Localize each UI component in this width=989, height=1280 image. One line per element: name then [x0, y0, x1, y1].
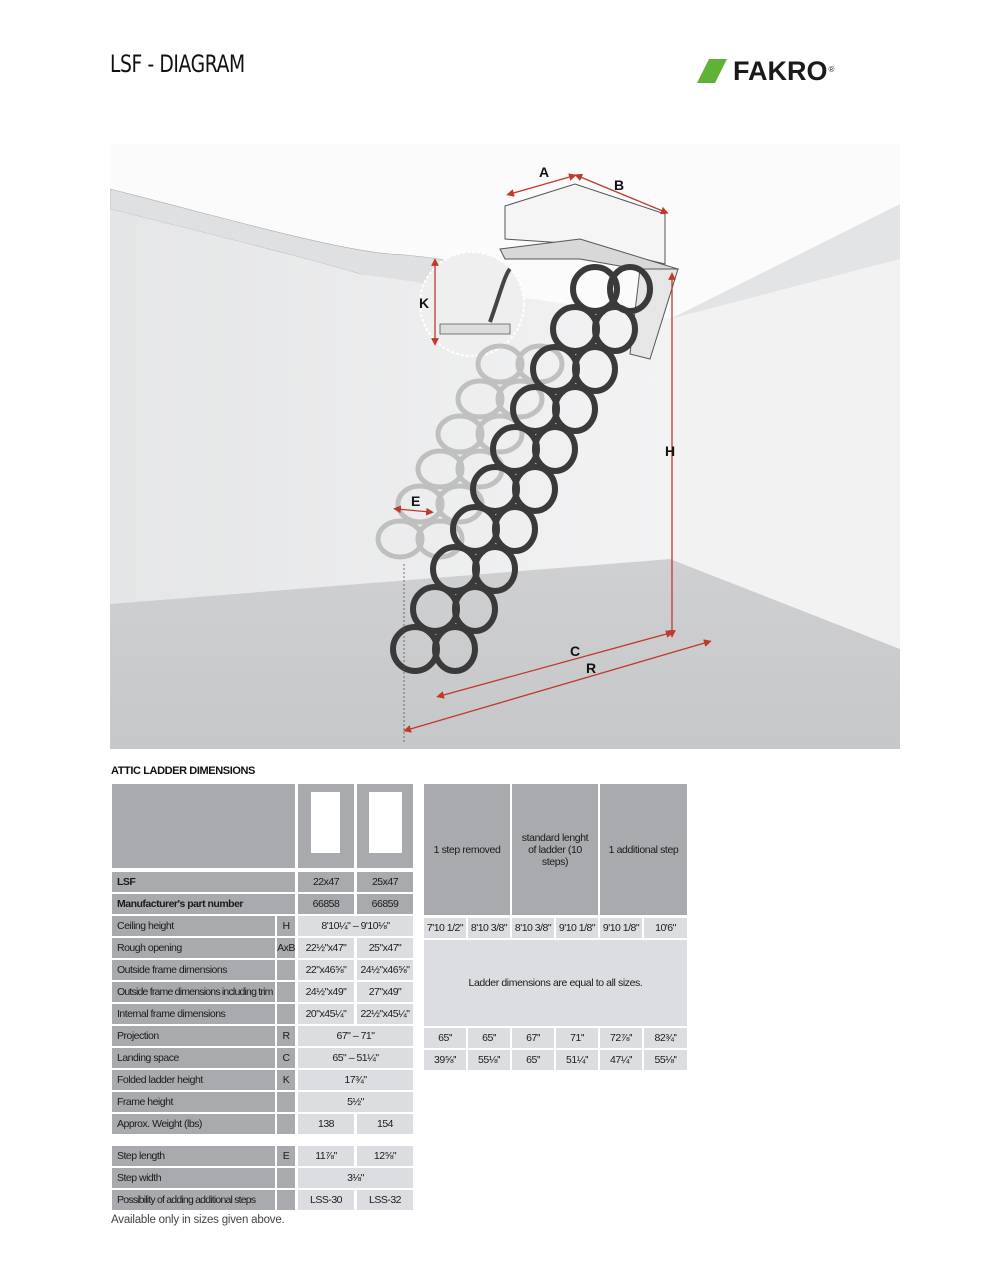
row-label: Step length [112, 1146, 275, 1166]
row-label: Outside frame dimensions [112, 960, 275, 980]
dimension-label-c: C [570, 643, 581, 659]
logo-mark-icon [697, 59, 727, 83]
row-value: 138 [298, 1114, 354, 1134]
dimension-label-k: K [419, 295, 430, 311]
row-value-span: 65" – 51¼" [298, 1048, 413, 1068]
row-symbol [277, 1004, 295, 1024]
row-value-span: 3⅛" [298, 1168, 413, 1188]
dimension-label-r: R [586, 660, 597, 676]
landing-space-cell: 55⅛'' [468, 1050, 510, 1070]
row-label: Outside frame dimensions including trim [112, 982, 275, 1002]
landing-space-cell: 55⅛'' [644, 1050, 687, 1070]
ceiling-height-cell: 10'6" [644, 918, 687, 938]
row-symbol: K [277, 1070, 295, 1090]
row-value: 22½"x45¼" [357, 1004, 413, 1024]
landing-space-cell: 51¼'' [556, 1050, 598, 1070]
row-label: Approx. Weight (lbs) [112, 1114, 275, 1134]
row-label: Ceiling height [112, 916, 275, 936]
ceiling-height-cell: 9'10 1/8" [600, 918, 642, 938]
size-header-25x47 [357, 784, 413, 868]
row-value: LSS-30 [298, 1190, 354, 1210]
size-header-22x47 [298, 784, 354, 868]
model-label: LSF [112, 872, 295, 892]
row-value: LSS-32 [357, 1190, 413, 1210]
row-label: Possibility of adding additional steps [112, 1190, 275, 1210]
part-number-label: Manufacturer's part number [112, 894, 295, 914]
ceiling-height-cell: 9'10 1/8" [556, 918, 598, 938]
projection-cell: 67'' [512, 1028, 554, 1048]
ladder-dimensions-note: Ladder dimensions are equal to all sizes. [424, 940, 687, 1026]
ceiling-height-cell: 7'10 1/2" [424, 918, 466, 938]
row-value: 12⅝" [357, 1146, 413, 1166]
folded-height-inset [419, 252, 524, 356]
window-icon [369, 792, 402, 853]
logo-text: FAKRO [733, 55, 828, 86]
size-25x47: 25x47 [357, 872, 413, 892]
landing-space-cell: 47¼'' [600, 1050, 642, 1070]
variant-header-standard: standard lenght of ladder (10 steps) [512, 784, 598, 915]
projection-cell: 71'' [556, 1028, 598, 1048]
fakro-logo [697, 56, 834, 86]
row-label: Step width [112, 1168, 275, 1188]
row-value-span: 67" – 71" [298, 1026, 413, 1046]
ceiling-height-cell: 8'10 3/8" [512, 918, 554, 938]
row-symbol: AxB [277, 938, 295, 958]
row-label: Landing space [112, 1048, 275, 1068]
row-value: 11⅞" [298, 1146, 354, 1166]
landing-space-cell: 65'' [512, 1050, 554, 1070]
page-title: LSF - DIAGRAM [110, 50, 245, 78]
row-value: 27"x49" [357, 982, 413, 1002]
ladder-diagram [110, 144, 900, 749]
row-symbol [277, 960, 295, 980]
projection-cell: 82¾'' [644, 1028, 687, 1048]
row-symbol [277, 1092, 295, 1112]
logo-registered-mark: ® [828, 64, 835, 74]
dimension-label-a: A [539, 164, 550, 180]
row-value: 24½"x49" [298, 982, 354, 1002]
row-value: 22"x46⅝" [298, 960, 354, 980]
landing-space-cell: 39⅝'' [424, 1050, 466, 1070]
dimension-label-h: H [665, 443, 676, 459]
row-label: Internal frame dimensions [112, 1004, 275, 1024]
dimension-label-b: B [614, 177, 625, 193]
table-header-blank [112, 784, 295, 868]
row-value-span: 8'10¼" – 9'10⅛" [298, 916, 413, 936]
variant-header-step-removed: 1 step removed [424, 784, 510, 915]
row-label: Projection [112, 1026, 275, 1046]
row-label: Folded ladder height [112, 1070, 275, 1090]
row-symbol [277, 1190, 295, 1210]
row-symbol: E [277, 1146, 295, 1166]
row-symbol [277, 1114, 295, 1134]
size-22x47: 22x47 [298, 872, 354, 892]
row-value: 25"x47" [357, 938, 413, 958]
variant-header-additional-step: 1 additional step [600, 784, 687, 915]
row-value-span: 5½" [298, 1092, 413, 1112]
row-label: Rough opening [112, 938, 275, 958]
row-label: Frame height [112, 1092, 275, 1112]
projection-cell: 65'' [424, 1028, 466, 1048]
row-symbol: R [277, 1026, 295, 1046]
row-symbol [277, 982, 295, 1002]
availability-footnote: Available only in sizes given above. [111, 1214, 285, 1226]
row-value: 24½"x46⅝" [357, 960, 413, 980]
row-value-span: 17¾" [298, 1070, 413, 1090]
projection-cell: 65'' [468, 1028, 510, 1048]
part-number-66859: 66859 [357, 894, 413, 914]
part-number-66858: 66858 [298, 894, 354, 914]
window-icon [311, 792, 340, 853]
row-symbol: H [277, 916, 295, 936]
row-symbol: C [277, 1048, 295, 1068]
table-section-title: ATTIC LADDER DIMENSIONS [111, 765, 255, 777]
dimension-label-e: E [411, 493, 421, 509]
projection-cell: 72⅞'' [600, 1028, 642, 1048]
ceiling-height-cell: 8'10 3/8" [468, 918, 510, 938]
row-symbol [277, 1168, 295, 1188]
row-value: 22½"x47" [298, 938, 354, 958]
row-value: 20"x45¼" [298, 1004, 354, 1024]
row-value: 154 [357, 1114, 413, 1134]
